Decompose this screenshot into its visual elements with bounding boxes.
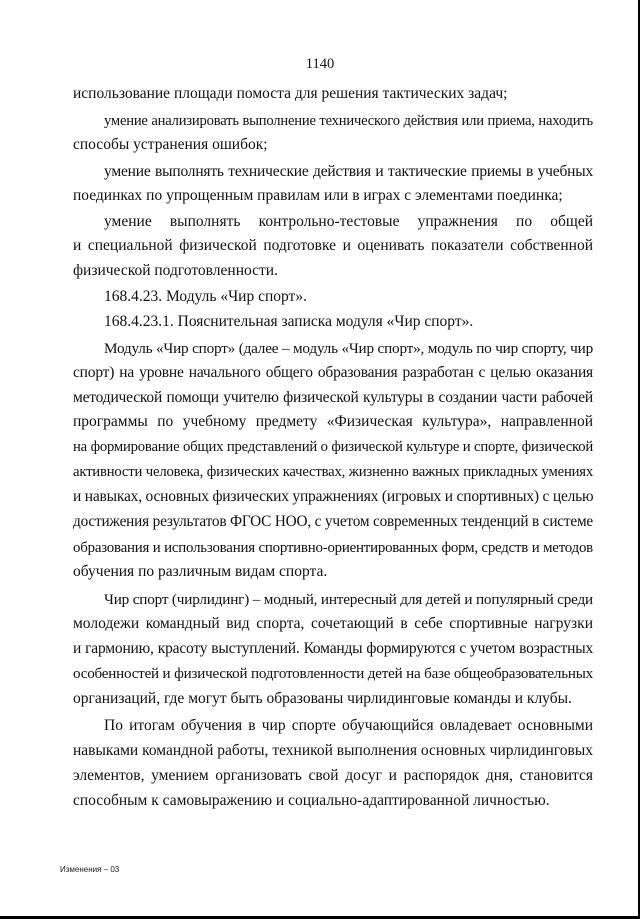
text-line: достижения результатов ФГОС НОО, с учетом современных тенденций в системе xyxy=(73,513,593,530)
revision-footer: Изменения – 03 xyxy=(60,865,120,874)
section-heading: 168.4.23.1. Пояснительная записка модуля «Чир спорт». xyxy=(104,313,474,330)
text-line: программы по учебному предмету «Физическая культура», направленной xyxy=(73,413,593,430)
text-line: на формирование общих представлений о физической культуре и спорте, физической xyxy=(73,439,593,455)
section-heading: 168.4.23. Модуль «Чир спорт». xyxy=(104,288,307,305)
text-line: элементов, умением организовать свой досуг и распорядок дня, становится xyxy=(73,767,593,784)
text-line: поединках по упрощенным правилам или в играх с элементами поединка; xyxy=(73,187,563,204)
text-line: обучения по различным видам спорта. xyxy=(73,563,328,580)
text-line: способы устранения ошибок; xyxy=(73,136,268,153)
text-line: Модуль «Чир спорт» (далее – модуль «Чир спорт», модуль по чир спорту, чир xyxy=(104,340,593,357)
text-line: Чир спорт (чирлидинг) – модный, интересный для детей и популярный среди xyxy=(104,591,593,608)
text-line: молодежи командный вид спорта, сочетающий в себе спортивные нагрузки xyxy=(73,615,593,632)
text-line: использование площади помоста для решения тактических задач; xyxy=(73,85,508,102)
text-line: умение выполнять контрольно-тестовые упражнения по общей xyxy=(104,213,593,230)
text-line: образования и использования спортивно-ориентированных форм, средств и методов xyxy=(73,540,593,556)
text-line: умение выполнять технические действия и тактические приемы в учебных xyxy=(104,163,593,180)
page-number: 1140 xyxy=(305,56,335,72)
text-line: спорт) на уровне начального общего образования разработан с целью оказания xyxy=(73,364,593,381)
text-line: способным к самовыражению и социально-адаптированной личностью. xyxy=(73,792,550,809)
text-line: и гармонию, красоту выступлений. Команды формируются с учетом возрастных xyxy=(73,640,593,657)
text-line: и навыках, основных физических упражнениях (игровых и спортивных) с целью xyxy=(73,488,594,505)
text-line: особенностей и физической подготовленности детей на базе общеобразовательных xyxy=(73,666,593,682)
text-line: физической подготовленности. xyxy=(73,262,278,279)
text-line: организаций, где могут быть образованы чирлидинговые команды и клубы. xyxy=(73,690,572,707)
text-line: и специальной физической подготовке и оценивать показатели собственной xyxy=(73,237,593,254)
text-line: методической помощи учителю физической культуры в создании части рабочей xyxy=(73,389,593,406)
text-line: умение анализировать выполнение технического действия или приема, находить xyxy=(104,113,593,129)
text-line: По итогам обучения в чир спорте обучающийся овладевает основными xyxy=(104,717,593,734)
text-line: навыками командной работы, техникой выполнения основных чирлидинговых xyxy=(73,742,593,759)
text-line: активности человека, физических качествах, жизненно важных прикладных умениях xyxy=(73,464,593,480)
